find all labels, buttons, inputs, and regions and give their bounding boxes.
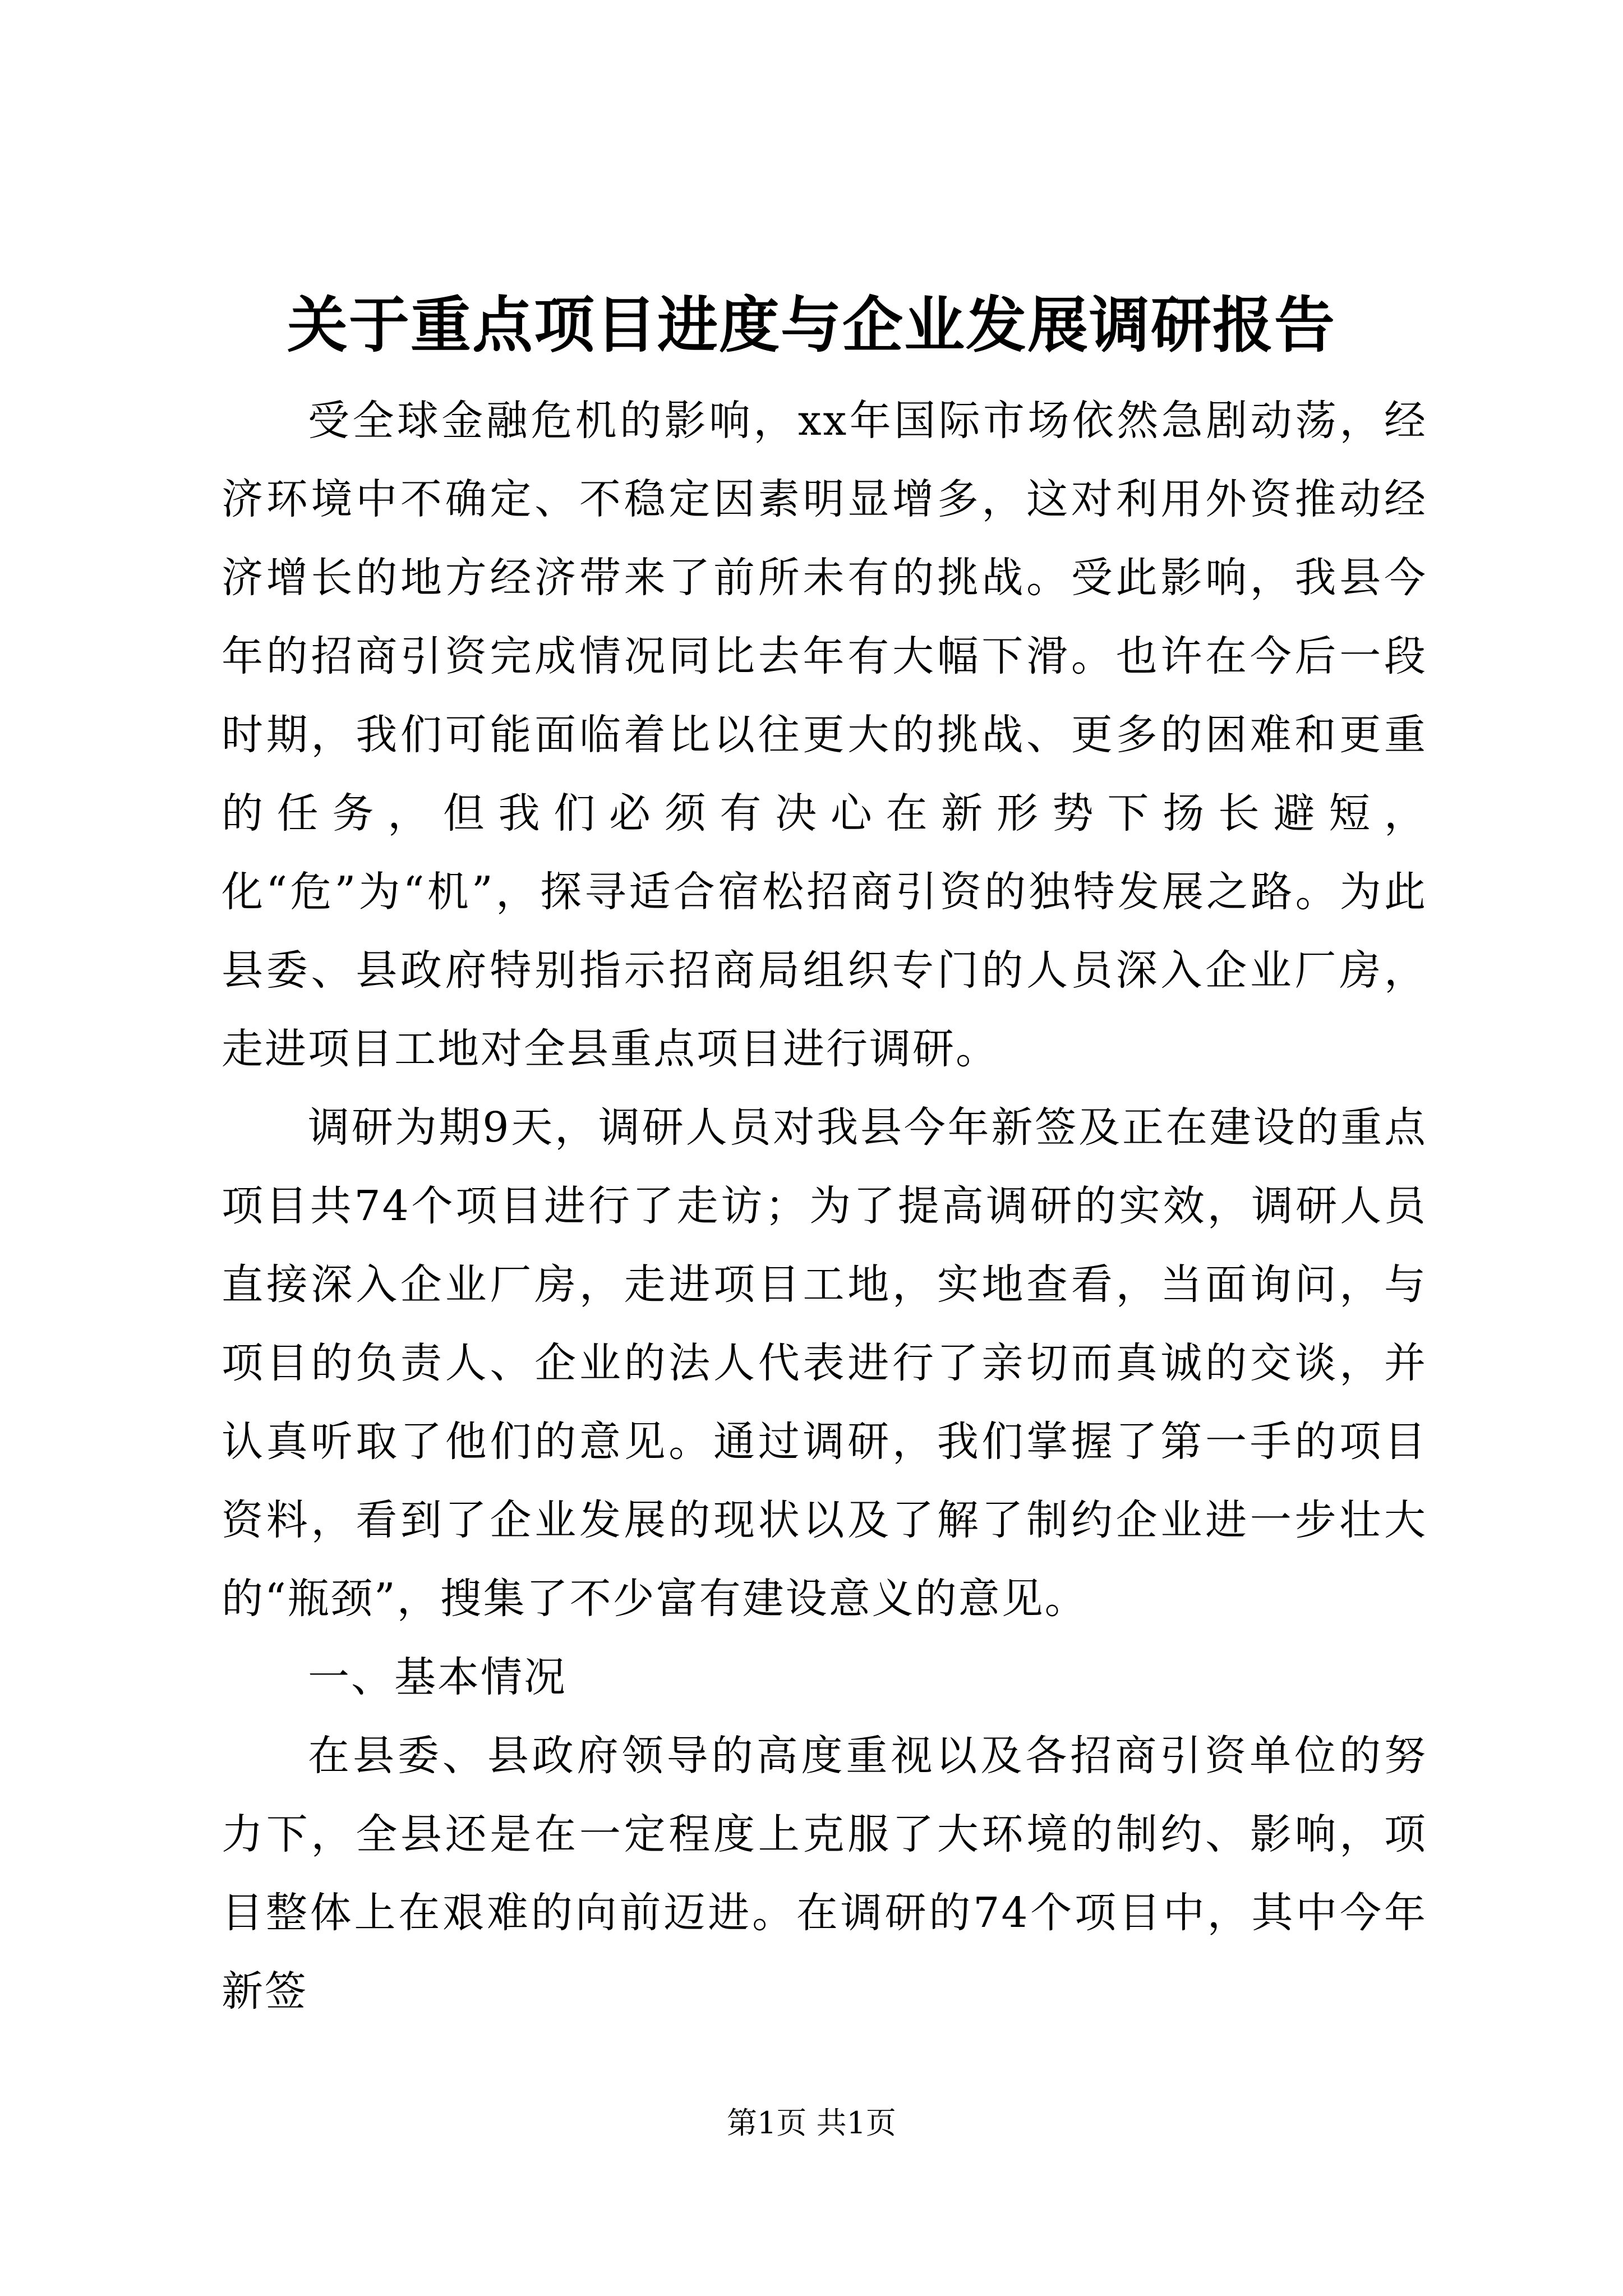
page-footer: 第1页 共1页 (727, 2105, 896, 2141)
paragraph-intro: 受全球金融危机的影响，xx年国际市场依然急剧动荡，经济环境中不确定、不稳定因素明显增多，这对利用外资推动经济增长的地方经济带来了前所未有的挑战。受此影响，我县今年的招商引资完成情况同比去年有大幅下滑。也许在今后一段时期，我们可能面临着比以往更大的挑战、更多的困难和更重的任务，但我们必须有决心在新形势下扬长避短，化“危”为“机”，探寻适合宿松招商引资的独特发展之路。为此县委、县政府特别指示招商局组织专门的人员深入企业厂房，走进项目工地对全县重点项目进行调研。 (222, 397, 1427, 1073)
document-body (222, 381, 1427, 2031)
paragraph-basic-situation: 在县委、县政府领导的高度重视以及各招商引资单位的努力下，全县还是在一定程度上克服了大环境的制约、影响，项目整体上在艰难的向前迈进。在调研的74个项目中，其中今年新签 (222, 1732, 1427, 2016)
section-heading: 一、基本情况 (308, 1653, 567, 1701)
paragraph-research: 调研为期9天，调研人员对我县今年新签及正在建设的重点项目共74个项目进行了走访；为了提高调研的实效，调研人员直接深入企业厂房，走进项目工地，实地查看，当面询问，与项目的负责人、企业的法人代表进行了亲切而真诚的交谈，并认真听取了他们的意见。通过调研，我们掌握了第一手的项目资料，看到了企业发展的现状以及了解了制约企业进一步壮大的“瓶颈”，搜集了不少富有建设意义的意见。 (222, 1103, 1427, 1623)
document-title: 关于重点项目进度与企业发展调研报告 (287, 290, 1336, 361)
